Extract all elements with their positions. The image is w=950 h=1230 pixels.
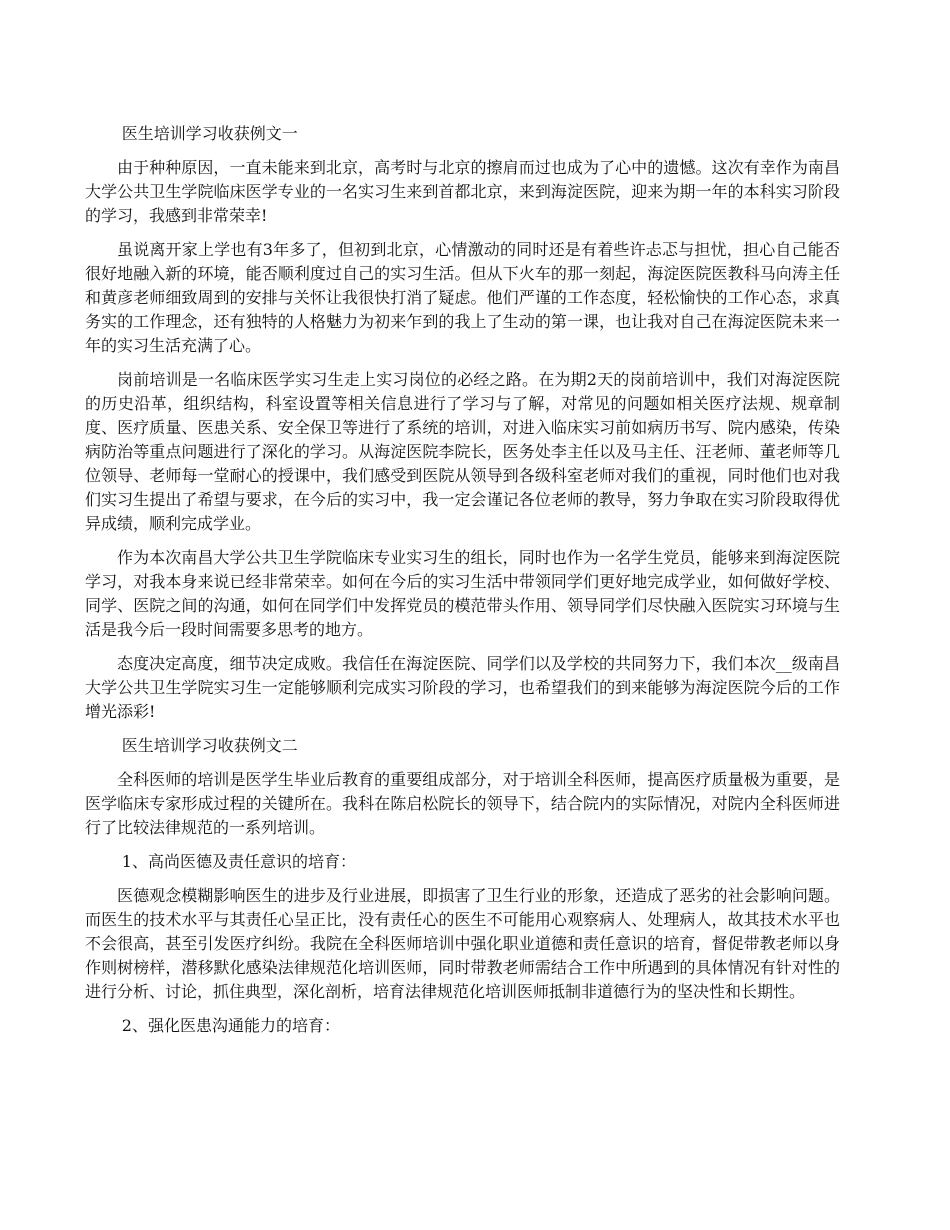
- subheading: 1、高尚医德及责任意识的培育：: [121, 852, 356, 871]
- paragraph: 虽说离开家上学也有3年多了，但初到北京，心情激动的同时还是有着些许忐忑与担忧，担心自己能否很好地融入新的环境，能否顺利度过自己的实习生活。但从下火车的那一刻起，海淀医院医教科马向涛主任和黄彦老师细致周到的安排与关怀让我很快打消了疑虑。他们严谨的工作态度，轻松愉快的工作心态，求真务实的工作理念，还有独特的人格魅力为初来乍到的我上了生动的第一课，也让我对自己在海淀医院未来一年的实习生活充满了心。: [85, 240, 840, 355]
- section-title-2: 医生培训学习收获例文二: [121, 736, 298, 755]
- paragraph: 医德观念模糊影响医生的进步及行业进展，即损害了卫生行业的形象，还造成了恶劣的社会影响问题。而医生的技术水平与其责任心呈正比，没有责任心的医生不可能用心观察病人、处理病人，故其技术水平也不会很高，甚至引发医疗纠纷。我院在全科医师培训中强化职业道德和责任意识的培育，督促带教老师以身作则树榜样，潜移默化感染法律规范化培训医师，同时带教老师需结合工作中所遇到的具体情况有针对性的进行分析、讨论，抓住典型，深化剖析，培育法律规范化培训医师抵制非道德行为的坚决性和长期性。: [85, 886, 840, 1001]
- section-title-1: 医生培训学习收获例文一: [121, 124, 298, 143]
- paragraph: 作为本次南昌大学公共卫生学院临床专业实习生的组长，同时也作为一名学生党员，能够来到海淀医院学习，对我本身来说已经非常荣幸。如何在今后的实习生活中带领同学们更好地完成学业，如何做好学校、同学、医院之间的沟通，如何在同学们中发挥党员的模范带头作用、领导同学们尽快融入医院实习环境与生活是我今后一段时间需要多思考的地方。: [85, 548, 840, 639]
- subheading: 2、强化医患沟通能力的培育：: [121, 1016, 340, 1035]
- paragraph: 岗前培训是一名临床医学实习生走上实习岗位的必经之路。在为期2天的岗前培训中，我们对海淀医院的历史沿革，组织结构，科室设置等相关信息进行了学习与了解，对常见的问题如相关医疗法规、规章制度、医疗质量、医患关系、安全保卫等进行了系统的培训，对进入临床实习前如病历书写、院内感染，传染病防治等重点问题进行了深化的学习。从海淀医院李院长，医务处李主任以及马主任、汪老师、董老师等几位领导、老师每一堂耐心的授课中，我们感受到医院从领导到各级科室老师对我们的重视，同时他们也对我们实习生提出了希望与要求，在今后的实习中，我一定会谨记各位老师的教导，努力争取在实习阶段取得优异成绩，顺利完成学业。: [85, 370, 840, 533]
- document-page: [85, 122, 840, 1048]
- paragraph: 态度决定高度，细节决定成败。我信任在海淀医院、同学们以及学校的共同努力下，我们本次__级南昌大学公共卫生学院实习生一定能够顺利完成实习阶段的学习，也希望我们的到来能够为海淀医院今后的工作增光添彩!: [85, 654, 840, 721]
- paragraph: 全科医师的培训是医学生毕业后教育的重要组成部分，对于培训全科医师，提高医疗质量极为重要，是医学临床专家形成过程的关键所在。我科在陈启松院长的领导下，结合院内的实际情况，对院内全科医师进行了比较法律规范的一系列培训。: [85, 770, 840, 837]
- paragraph: 由于种种原因，一直未能来到北京，高考时与北京的擦肩而过也成为了心中的遗憾。这次有幸作为南昌大学公共卫生学院临床医学专业的一名实习生来到首都北京，来到海淀医院，迎来为期一年的本科实习阶段的学习，我感到非常荣幸!: [85, 158, 840, 225]
